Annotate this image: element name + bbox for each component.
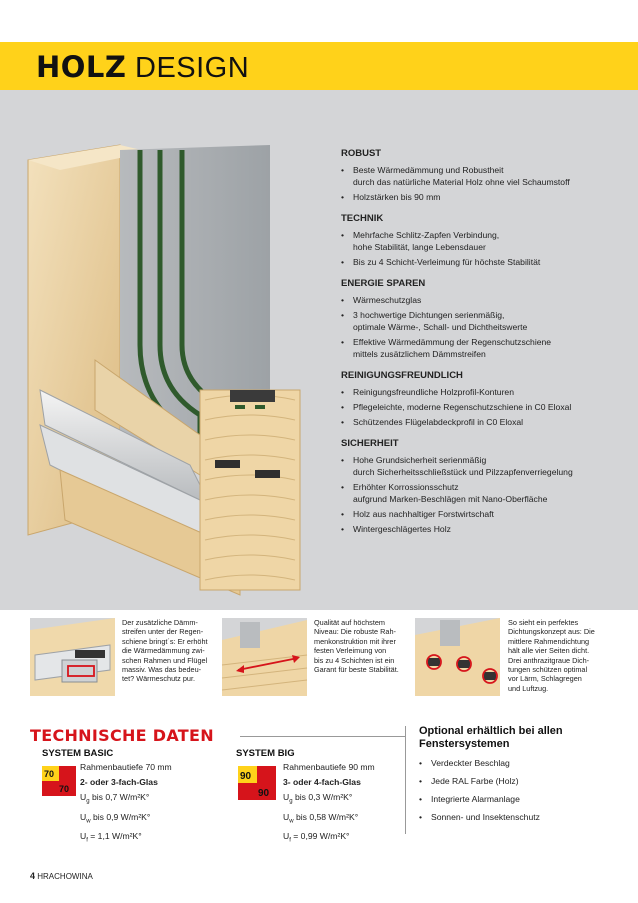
list-item: • Schützendes Flügelabdeckprofil in C0 Eloxal <box>341 416 631 428</box>
section-heading: ROBUST <box>341 148 382 159</box>
hero-section <box>0 90 638 610</box>
optional-list <box>419 756 629 828</box>
feature-section-reinigung <box>341 370 631 428</box>
spec-glass: 2- oder 3-fach-Glas <box>80 777 158 787</box>
badge-big <box>238 766 276 805</box>
section-heading: TECHNIK <box>341 213 384 224</box>
section-heading: SICHERHEIT <box>341 438 399 449</box>
optional-heading: Optional erhältlich bei allen Fenstersystemen <box>419 725 563 750</box>
page-title <box>36 49 249 86</box>
feature-section-energie <box>341 278 631 360</box>
badge-bottom-label: 70 <box>59 784 70 794</box>
list-item: • Mehrfache Schlitz-Zapfen Verbindung, hohe Stabilität, lange Lebensdauer <box>341 229 631 253</box>
brand-name: HRACHOWINA <box>37 872 93 881</box>
spec-uf: $U_f = 0,99$ W/m²K° <box>283 831 350 845</box>
badge-top-label: 70 <box>44 769 55 779</box>
spec-uw: $U_w$ bis 0,9 W/m²K° <box>80 811 151 825</box>
list-item: • Verdeckter Beschlag <box>419 756 629 771</box>
spec-uw: $U_w$ bis 0,58 W/m²K° <box>283 811 359 825</box>
badge-bottom-label: 90 <box>258 788 270 799</box>
list-item: • Sonnen- und Insektenschutz <box>419 810 629 825</box>
spec-ug: $U_g$ bis 0,3 W/m²K° <box>283 792 353 805</box>
system-basic-specs <box>80 760 172 849</box>
page-footer <box>30 871 93 881</box>
page-number: 4 <box>30 871 36 881</box>
badge-basic <box>42 766 76 801</box>
feature-section-sicherheit <box>341 438 631 535</box>
title-light: DESIGN <box>135 52 250 84</box>
list-item: • Hohe Grundsicherheit serienmäßig durch Sicherheitsschließstück und Pilzzapfenverriegelung <box>341 454 631 478</box>
spec-ug: $U_g$ bis 0,7 W/m²K° <box>80 792 150 805</box>
list-item: • Holzstärken bis 90 mm <box>341 191 631 203</box>
list-item: • Wintergeschlägertes Holz <box>341 523 631 535</box>
list-item: • Wärmeschutzglas <box>341 294 631 306</box>
list-item: • Jede RAL Farbe (Holz) <box>419 774 629 789</box>
title-bold: HOLZ <box>36 50 127 84</box>
list-item: • Effektive Wärmedämmung der Regenschutzschiene mittels zusätzlichem Dämmstreifen <box>341 336 631 360</box>
detail-thumbnails <box>0 610 638 720</box>
list-item: • Reinigungsfreundliche Holzprofil-Konturen <box>341 386 631 398</box>
system-basic-title: SYSTEM BASIC <box>42 748 114 759</box>
list-item: • Bis zu 4 Schicht-Verleimung für höchste Stabilität <box>341 256 631 268</box>
section-heading: ENERGIE SPAREN <box>341 278 426 289</box>
caption-construction: Qualität auf höchstem Niveau: Die robuste Rah- menkonstruktion mit ihrer festen Verleimung von bis zu 4 Schichten ist ein Garant für beste Stabilität. <box>314 618 399 675</box>
depth-badge-icon <box>238 766 276 800</box>
divider <box>240 736 405 737</box>
list-item: • Integrierte Alarmanlage <box>419 792 629 807</box>
tech-heading: TECHNISCHE DATEN <box>30 726 214 745</box>
spec-uf: $U_f = 1,1$ W/m²K° <box>80 831 142 845</box>
list-item: • Pflegeleichte, moderne Regenschutzschiene in C0 Eloxal <box>341 401 631 413</box>
spec-depth: Rahmenbautiefe 90 mm <box>283 762 375 772</box>
system-big-specs <box>283 760 375 849</box>
list-item: • Holz aus nachhaltiger Forstwirtschaft <box>341 508 631 520</box>
list-item: • 3 hochwertige Dichtungen serienmäßig, optimale Wärme-, Schall- und Dichtheitswerte <box>341 309 631 333</box>
spec-depth: Rahmenbautiefe 70 mm <box>80 762 172 772</box>
list-item: • Beste Wärmedämmung und Robustheit durch das natürliche Material Holz ohne viel Schaumstoff <box>341 164 631 188</box>
feature-section-robust <box>341 148 631 203</box>
divider-vertical <box>405 726 406 834</box>
system-big-title: SYSTEM BIG <box>236 748 295 759</box>
thumb-insulation-strip <box>30 618 115 696</box>
caption-seals: So sieht ein perfektes Dichtungskonzept aus: Die mittlere Rahmendichtung hält alle vier Seiten dicht. Drei anthrazitgraue Dich- tungen schützen optimal vor Lärm, Schlagregen und Luftzug. <box>508 618 595 693</box>
thumb-frame-construction <box>222 618 307 696</box>
depth-badge-icon <box>42 766 76 796</box>
section-heading: REINIGUNGSFREUNDLICH <box>341 370 463 381</box>
feature-section-technik <box>341 213 631 268</box>
feature-list <box>341 148 631 545</box>
thumb-seal-concept <box>415 618 500 696</box>
spec-glass: 3- oder 4-fach-Glas <box>283 777 361 787</box>
list-item: • Erhöhter Korrossionsschutz aufgrund Marken-Beschlägen mit Nano-Oberfläche <box>341 481 631 505</box>
badge-top-label: 90 <box>240 771 252 782</box>
caption-insulation: Der zusätzliche Dämm- streifen unter der Regen- schiene bringt´s: Er erhöht die Wärmedämmung zwi- schen Rahmen und Flügel massiv. Was das bedeu- tet? Wärmeschutz pur. <box>122 618 208 684</box>
